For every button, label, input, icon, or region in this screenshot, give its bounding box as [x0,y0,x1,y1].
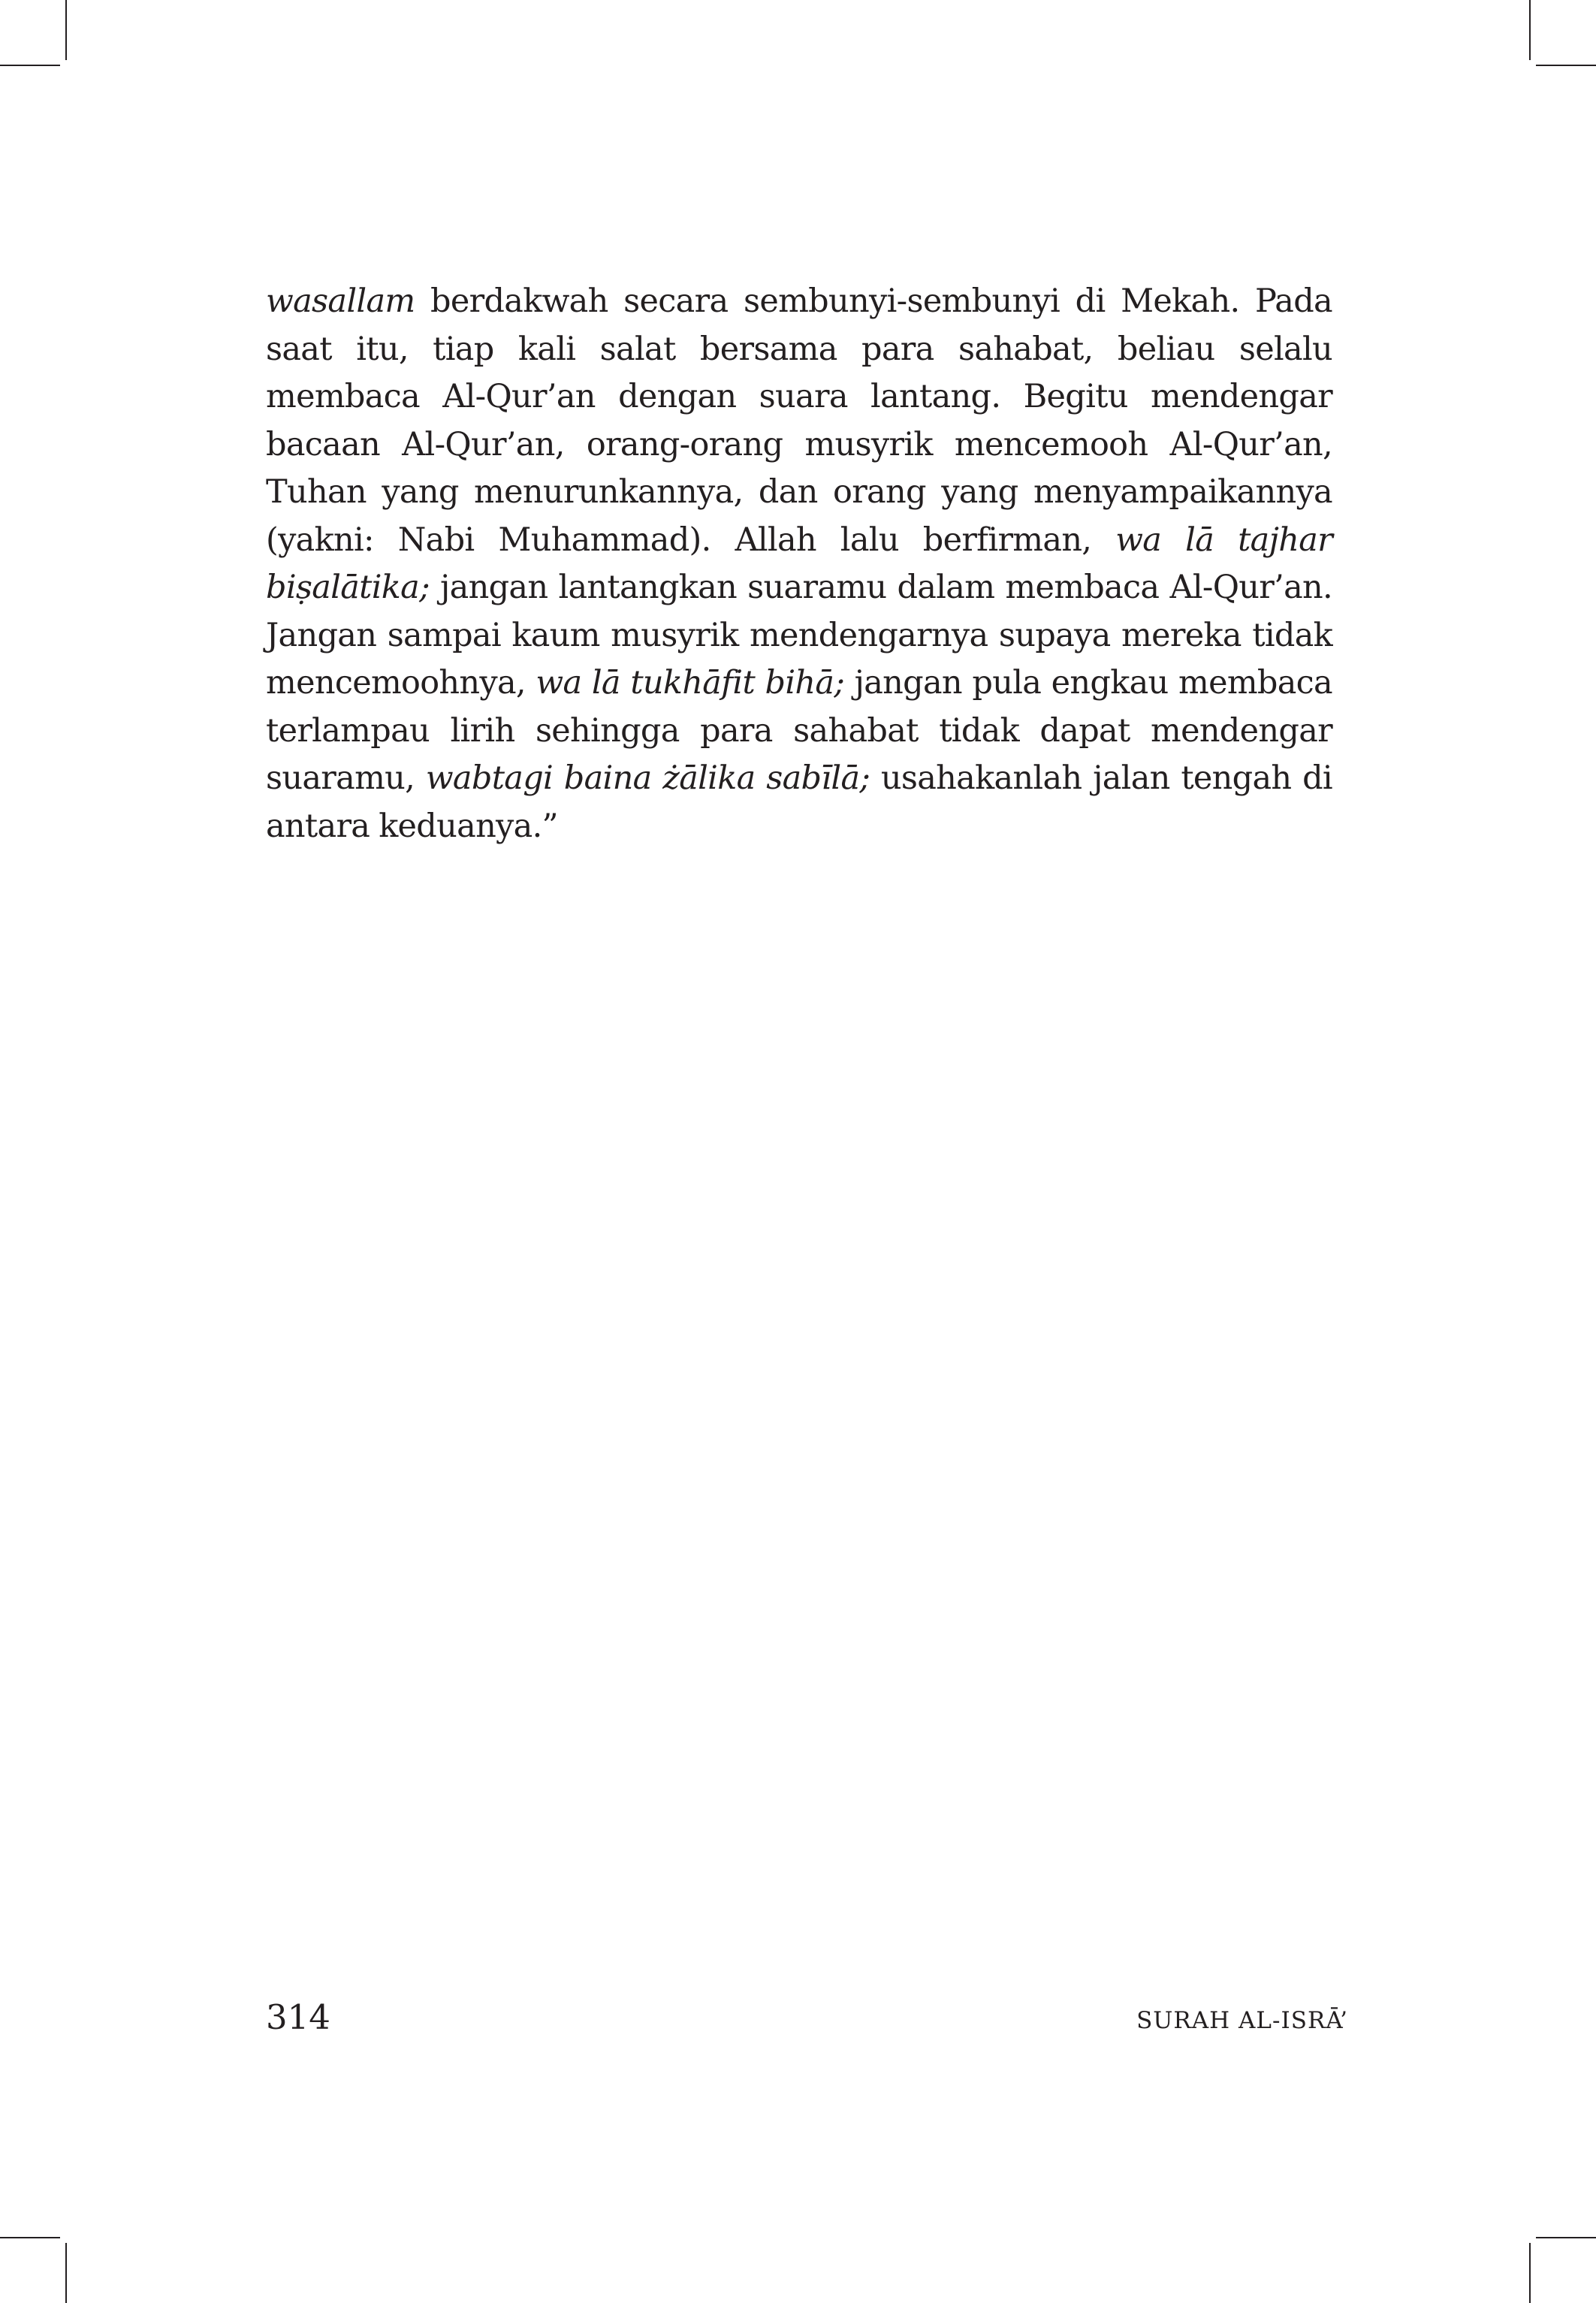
crop-mark-top-right-horizontal [1536,65,1596,66]
crop-mark-bottom-left-horizontal [0,2237,60,2238]
crop-mark-top-left-vertical [65,0,67,60]
italic-transliteration: wa lā tukhāfit bihā; [536,664,845,702]
italic-transliteration: wabtagi baina żālika sabīlā; [425,759,870,797]
crop-mark-bottom-right-horizontal [1536,2237,1596,2238]
running-header: SURAH AL-ISRĀ’ [1136,2007,1348,2034]
paragraph-text: jangan lantangkan suaramu dalam membaca Al-Qur’an. Jangan sampai kaum musyrik mendengarnya supaya mereka tidak mencemoohnya, [266,569,1332,702]
crop-mark-top-right-vertical [1529,0,1531,60]
crop-mark-bottom-left-vertical [65,2243,67,2303]
crop-mark-bottom-right-vertical [1529,2243,1531,2303]
paragraph-text: usahakanlah jalan tengah di antara keduanya.” [266,759,1332,845]
italic-transliteration: wasallam [266,282,415,320]
body-paragraph [266,278,1332,850]
paragraph-text: berdakwah secara sembunyi-sembunyi di Mekah. Pada saat itu, tiap kali salat bersama para sahabat, beliau selalu membaca Al-Qur’an dengan suara lantang. Begitu mendengar bacaan Al-Qur’an, orang-orang musyrik mencemooh Al-Qur’an, Tuhan yang menurunkannya, dan orang yang menyampaikannya (yakni: Nabi Muhammad). Allah lalu berfirman, [266,282,1332,559]
italic-transliteration: wa lā tajhar biṣalātika; [266,521,1333,606]
page-number: 314 [266,1997,330,2037]
paragraph-text: jangan pula engkau membaca terlampau lirih sehingga para sahabat tidak dapat mendengar suaramu, [266,664,1332,797]
crop-mark-top-left-horizontal [0,65,60,66]
